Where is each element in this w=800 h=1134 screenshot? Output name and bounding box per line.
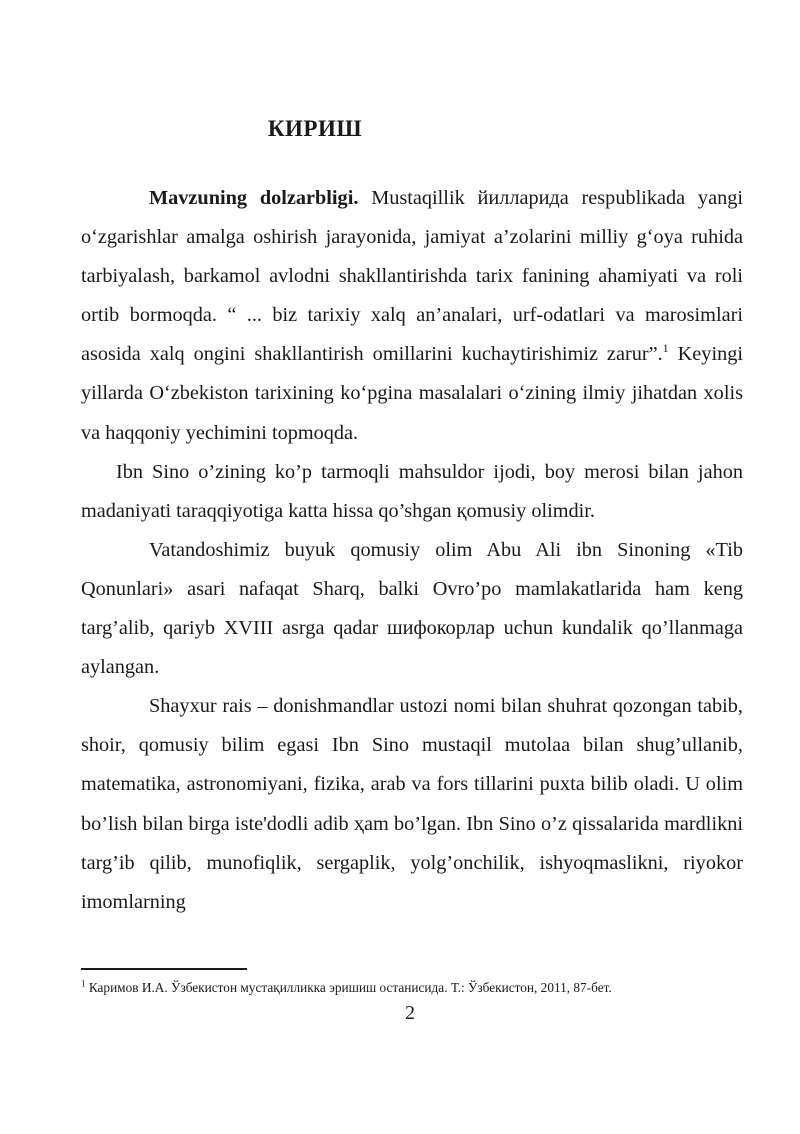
footnote-text: Каримов И.А. Ўзбекистон мустақилликка эришиш останисида. Т.: Ўзбекистон, 2011, 87-бет. bbox=[85, 980, 612, 995]
footnote-separator bbox=[81, 968, 247, 970]
footnote-reference: 1 bbox=[662, 341, 669, 356]
paragraph-relevance bbox=[81, 179, 743, 453]
footnote bbox=[81, 979, 761, 997]
paragraph-text: Mustaqillik йилларида respublikada yangi o‘zgarishlar amalga oshirish jarayonida, jamiyat a’zolarini milliy g‘oya ruhida tarbiyalash, barkamol avlodni shakllantirishda tarix fanining ahamiyati va roli ortib bormoqda. “ ... biz tarixiy xalq an’analari, urf-odatlari va marosimlari asosida xalq ongini shakllantirish omillarini kuchaytirishimiz zarur”. bbox=[81, 187, 743, 366]
footnote-number: 1 bbox=[81, 978, 86, 989]
paragraph-tib-qonunlari: Vatandoshimiz buyuk qomusiy olim Abu Ali ibn Sinoning «Tib Qonunlari» asari nafaqat Sharq, balki Ovro’po mamlakatlarida ham keng targ’alib, qariyb XVIII asrga qadar шифокорлар uchun kundalik qo’llanmaga aylangan. bbox=[81, 538, 743, 679]
paragraph-lead: Mavzuning dolzarbligi. bbox=[149, 187, 359, 209]
page-number: 2 bbox=[405, 1002, 415, 1024]
paragraph-ibn-sino: Ibn Sino o’zining ko’p tarmoqli mahsuldor ijodi, boy merosi bilan jahon madaniyati taraqqiyotiga katta hissa qo’shgan қomusiy olimdir. bbox=[81, 460, 743, 522]
paragraph-shayxur-rais: Shayxur rais – donishmandlar ustozi nomi bilan shuhrat qozongan tabib, shoir, qomusiy bilim egasi Ibn Sino mustaqil mutolaa bilan shug’ullanib, matematika, astronomiyani, fizika, arab va fors tillarini puxta bilib oladi. U olim bo’lish bilan birga iste'dodli adib ҳam bo’lgan. Ibn Sino o’z qissalarida mardlikni targ’ib qilib, munofiqlik, sergaplik, yolg’onchilik, ishyoqmaslikni, riyokor imomlarning bbox=[81, 695, 743, 913]
page-title: КИРИШ bbox=[267, 116, 363, 141]
paragraph-text-continued: Keyingi yillarda O‘zbekiston tarixining ko‘pgina masalalari o‘zining ilmiy jihatdan xolis va haqqoniy yechimini topmoqda. bbox=[81, 343, 743, 444]
body-text bbox=[81, 179, 743, 922]
